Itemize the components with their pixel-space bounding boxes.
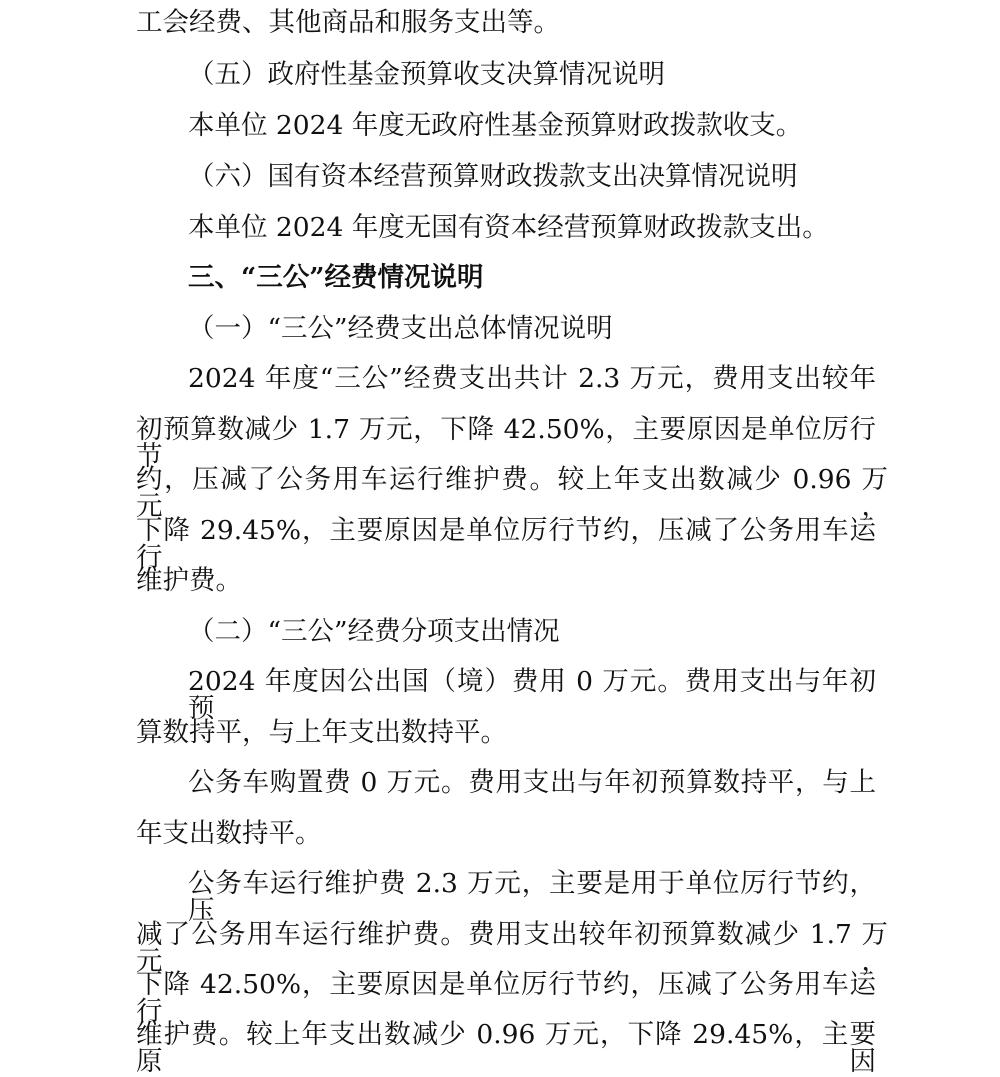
paragraph-line: 年支出数持平。 (136, 818, 322, 849)
section-heading: （一）“三公”经费支出总体情况说明 (188, 313, 613, 344)
paragraph-line: 维护费。较上年支出数减少 0.96 万元，下降 29.45%，主要原因 (136, 1019, 876, 1077)
paragraph-line: 2024 年度“三公”经费支出共计 2.3 万元，费用支出较年 (188, 363, 876, 394)
paragraph-line: 下降 42.50%，主要原因是单位厉行节约，压减了公务用车运行 (136, 969, 876, 1027)
paragraph-line: 公务车购置费 0 万元。费用支出与年初预算数持平，与上 (188, 767, 876, 798)
section-heading: （六）国有资本经营预算财政拨款支出决算情况说明 (188, 161, 798, 192)
paragraph-line: 下降 29.45%，主要原因是单位厉行节约，压减了公务用车运行 (136, 515, 876, 573)
paragraph-line: 维护费。 (136, 565, 242, 596)
chapter-heading: 三、“三公”经费情况说明 (188, 262, 484, 293)
paragraph-line: 本单位 2024 年度无国有资本经营预算财政拨款支出。 (188, 212, 829, 243)
section-heading: （二）“三公”经费分项支出情况 (188, 616, 560, 647)
paragraph-line: 工会经费、其他商品和服务支出等。 (136, 7, 560, 38)
paragraph-line: 算数持平，与上年支出数持平。 (136, 717, 507, 748)
paragraph-line: 初预算数减少 1.7 万元，下降 42.50%，主要原因是单位厉行节 (136, 414, 876, 472)
paragraph-line: 减了公务用车运行维护费。费用支出较年初预算数减少 1.7 万元， (136, 919, 888, 977)
paragraph-line: 2024 年度因公出国（境）费用 0 万元。费用支出与年初预 (188, 666, 876, 724)
section-heading: （五）政府性基金预算收支决算情况说明 (188, 59, 665, 90)
paragraph-line: 约，压减了公务用车运行维护费。较上年支出数减少 0.96 万元， (136, 464, 888, 522)
paragraph-line: 公务车运行维护费 2.3 万元，主要是用于单位厉行节约，压 (188, 868, 876, 926)
paragraph-line: 本单位 2024 年度无政府性基金预算财政拨款收支。 (188, 110, 803, 141)
